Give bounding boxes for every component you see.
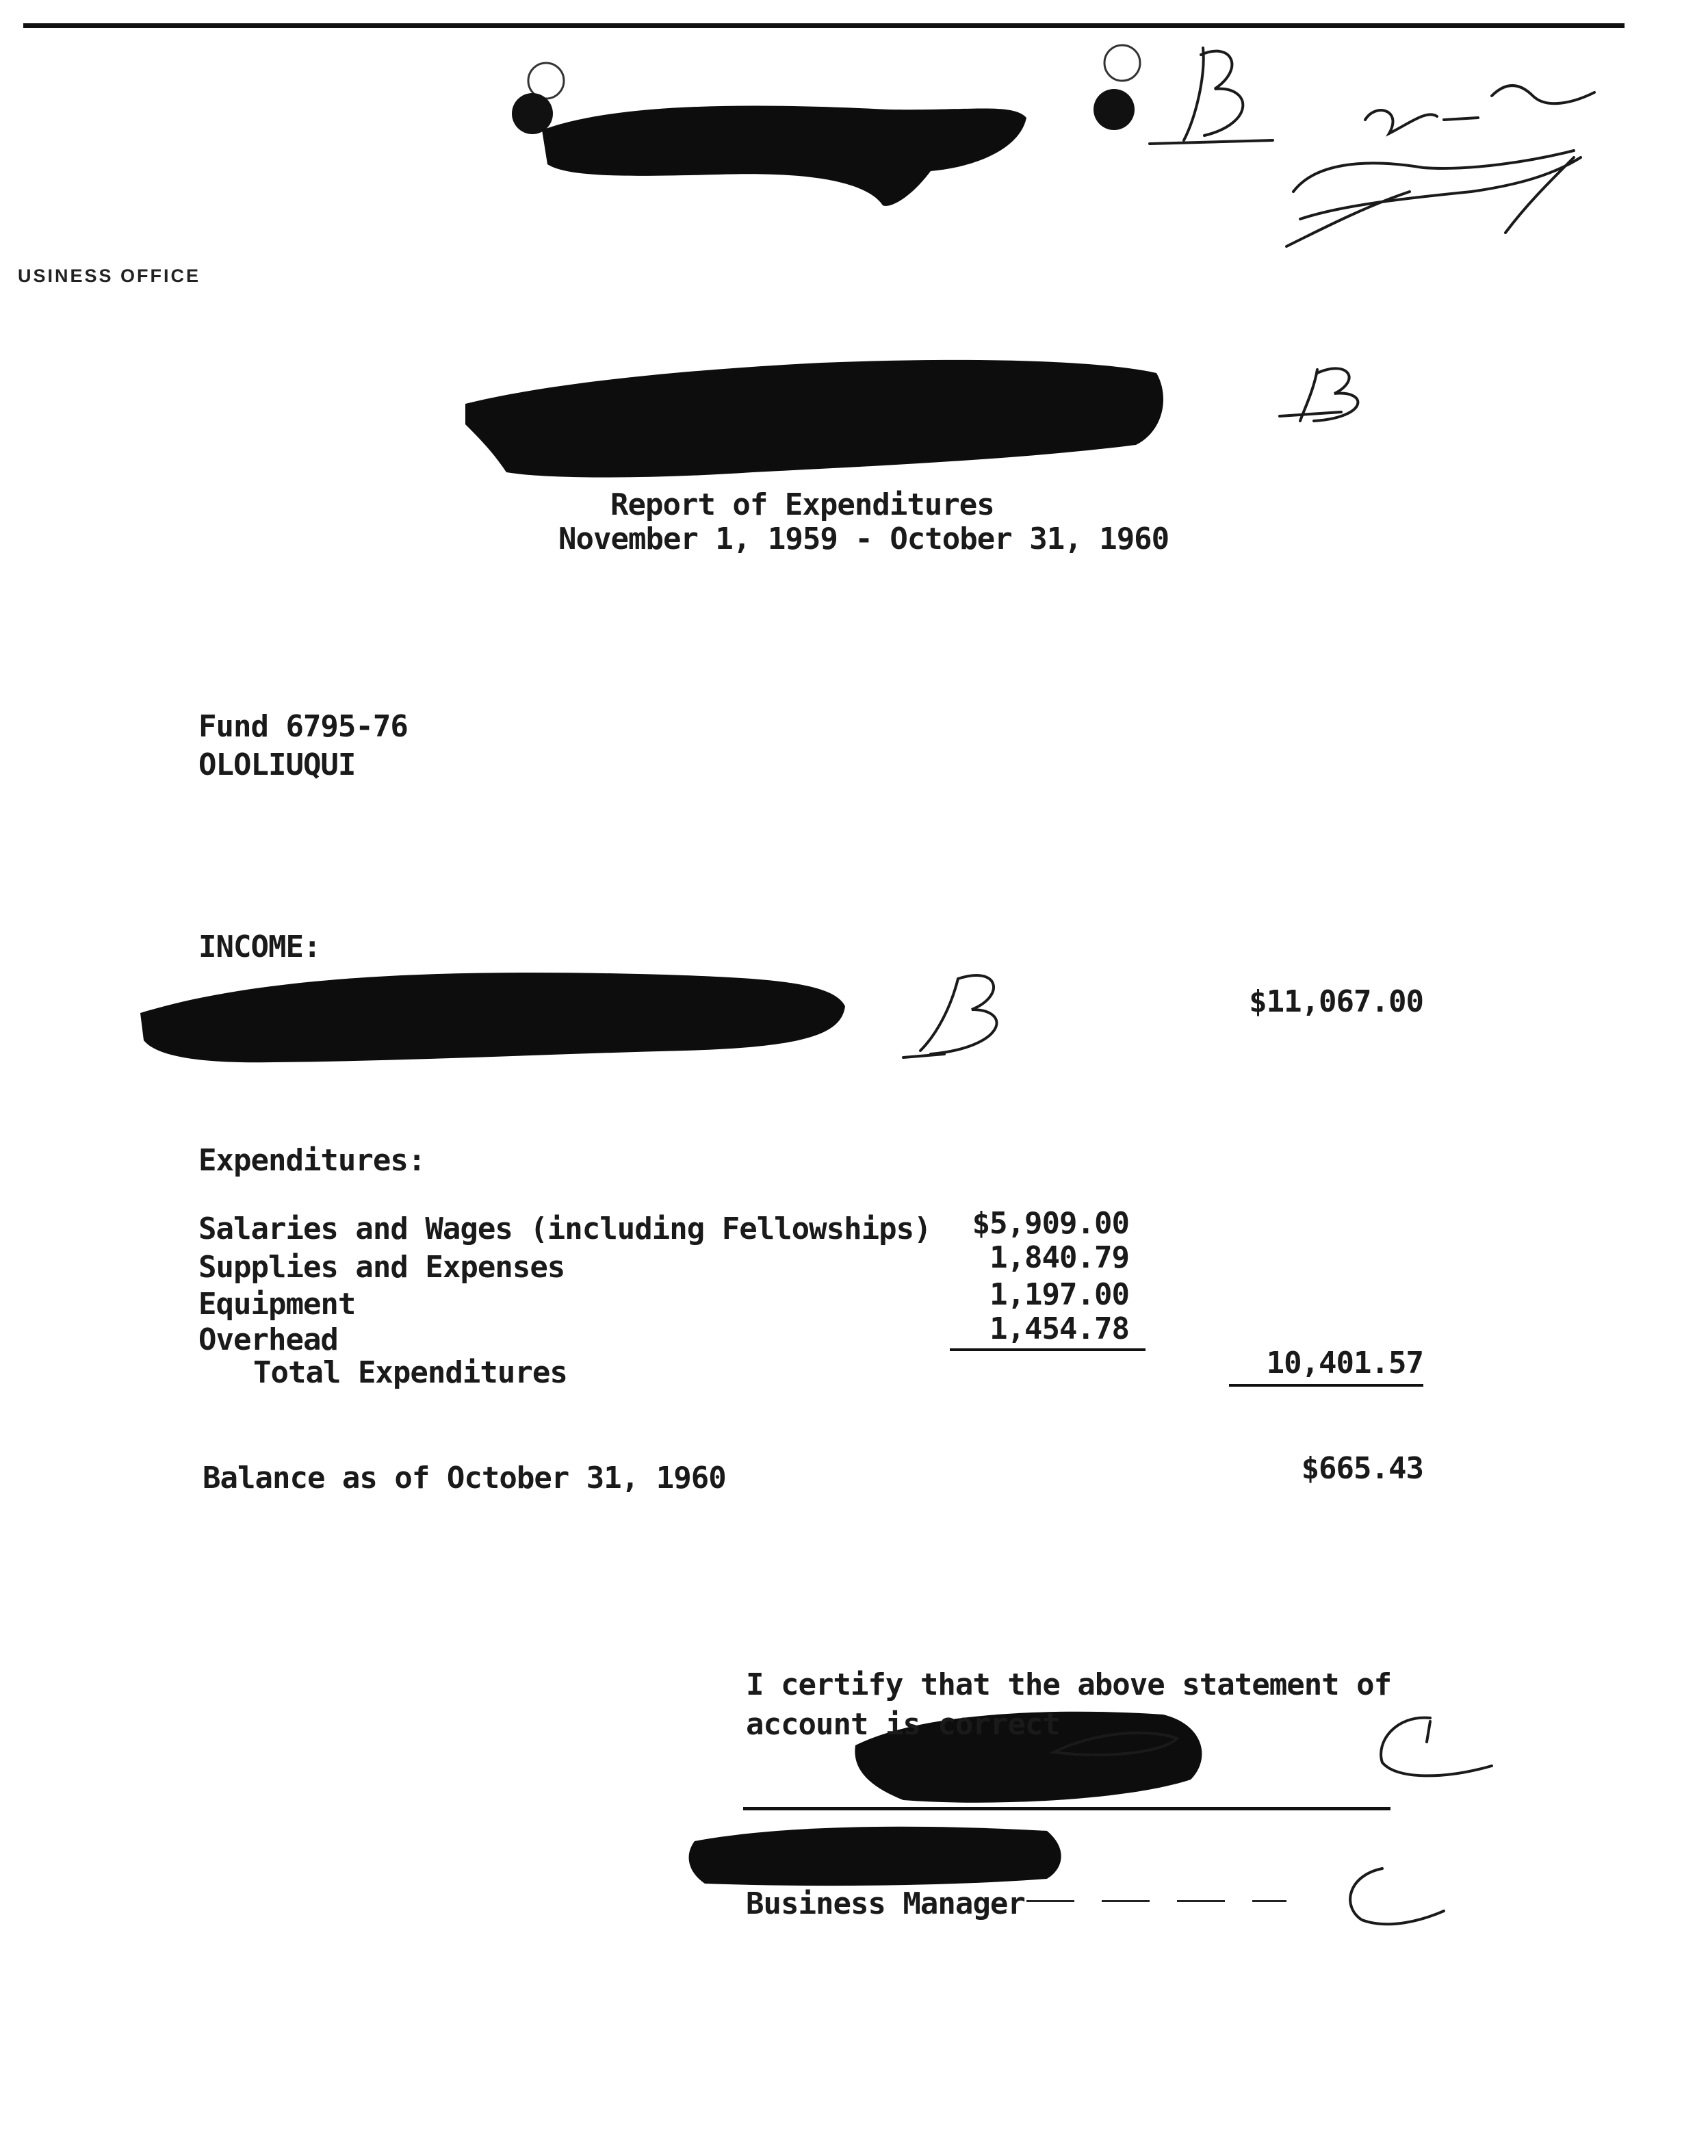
fund-number: Fund 6795-76 xyxy=(198,709,408,744)
expenditure-amount-salaries: $5,909.00 xyxy=(972,1206,1129,1241)
handwritten-b-top xyxy=(1150,48,1273,144)
signer-title: Business Manager xyxy=(746,1886,1025,1921)
redaction-name xyxy=(689,1827,1061,1886)
business-office-label: USINESS OFFICE xyxy=(18,266,201,286)
total-expenditures-amount: 10,401.57 xyxy=(1266,1346,1423,1381)
handwritten-b-header xyxy=(1280,368,1358,421)
expenditure-amount-equipment: 1,197.00 xyxy=(989,1277,1129,1312)
total-expenditures-label: Total Expenditures xyxy=(253,1355,567,1390)
redaction-header xyxy=(465,360,1163,478)
income-amount: $11,067.00 xyxy=(1249,984,1423,1019)
expenditure-label-supplies: Supplies and Expenses xyxy=(198,1250,565,1285)
punch-hole-left xyxy=(512,63,564,134)
handwritten-b-income xyxy=(903,975,996,1057)
income-heading: INCOME: xyxy=(198,929,321,964)
handwritten-code xyxy=(1286,86,1594,246)
punch-hole-right xyxy=(1094,45,1140,130)
handwritten-c-bottom xyxy=(1350,1869,1444,1924)
certification-line-1: I certify that the above statement of xyxy=(746,1667,1392,1702)
redaction-top xyxy=(542,105,1026,205)
signature-line xyxy=(743,1807,1390,1810)
signer-title-dash-line xyxy=(1026,1900,1286,1902)
balance-amount: $665.43 xyxy=(1301,1451,1423,1486)
fund-name: OLOLIUQUI xyxy=(198,747,356,782)
expenditure-amount-supplies: 1,840.79 xyxy=(989,1240,1129,1275)
expenditure-amount-overhead: 1,454.78 xyxy=(989,1311,1129,1346)
report-period: November 1, 1959 - October 31, 1960 xyxy=(558,522,1169,556)
total-underline xyxy=(1229,1384,1423,1387)
redaction-income-source xyxy=(140,973,845,1062)
expenditure-label-overhead: Overhead xyxy=(198,1322,338,1357)
expenditure-label-salaries: Salaries and Wages (including Fellowships) xyxy=(198,1211,931,1246)
certification-line-2: account is correct xyxy=(746,1707,1060,1742)
subtotal-underline xyxy=(950,1348,1146,1351)
handwritten-c-top xyxy=(1381,1718,1492,1776)
expenditure-label-equipment: Equipment xyxy=(198,1287,356,1322)
balance-label: Balance as of October 31, 1960 xyxy=(203,1461,726,1496)
report-title: Report of Expenditures xyxy=(610,487,994,522)
expenditures-heading: Expenditures: xyxy=(198,1143,426,1178)
